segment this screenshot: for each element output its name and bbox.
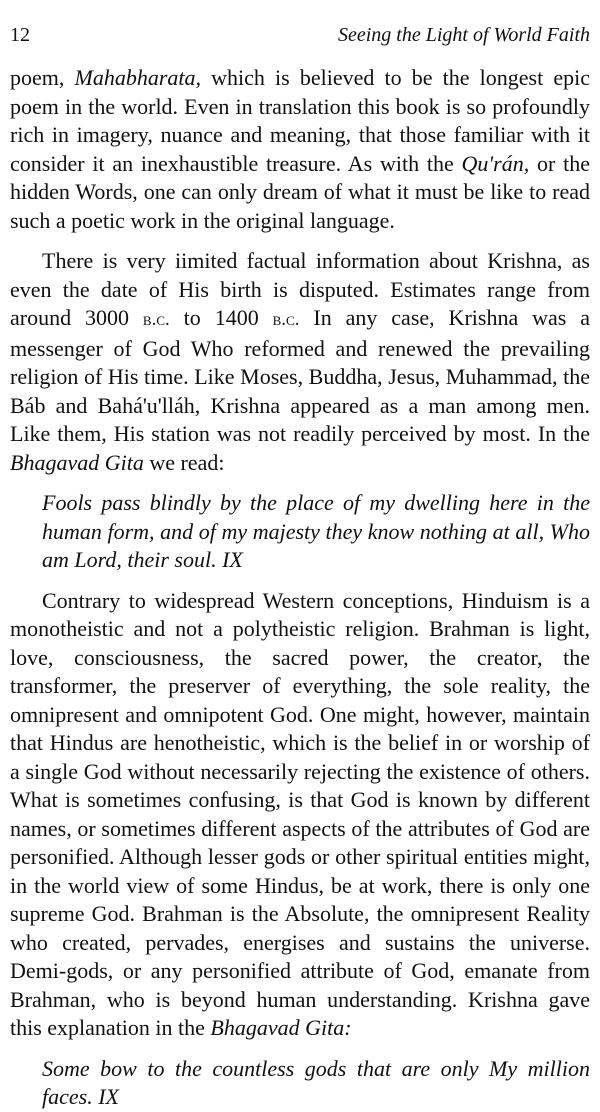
era-bc: b.c.: [272, 309, 300, 330]
running-head: [10, 22, 590, 48]
work-title-bhagavad-gita: Bhagavad Gita:: [210, 1015, 352, 1040]
work-title-mahabharata: Mahabharata,: [74, 65, 202, 90]
era-bc: b.c.: [142, 309, 170, 330]
page-number: 12: [10, 24, 30, 46]
paragraph-2: There is very iimited factual information about Krishna, as even the date of His birth is disputed. Estimates range from around 3000 b.c. to 1400 b.c. In any case, Krishna was a messenger of God Who reformed and renewed the prevailing religion of His time. Like Moses, Buddha, Jesus, Muhammad, the Báb and Bahá'u'lláh, Krishna appeared as a man among men. Like them, His station was not readily perceived by most. In the Bhagavad Gita we read:: [10, 248, 591, 475]
paragraph-3: Contrary to widespread Western conceptions, Hinduism is a monotheistic and not a polytheistic religion. Brahman is light, love, consciousness, the sacred power, the creator, the transformer, the preserver of everything, the sole reality, the omnipresent and omnipotent God. One might, however, maintain that Hindus are henotheistic, which is the belief in or worship of a single God without necessarily rejecting the existence of others. What is sometimes confusing, is that God is known by different names, or sometimes different aspects of the attributes of God are personified. Although lesser gods or other spiritual entities might, in the world view of some Hindus, be at work, there is only one supreme God. Brahman is the Absolute, the omnipresent Reality who created, pervades, energises and sustains the universe. Demi-gods, or any personified attribute of God, emanate from Brahman, who is beyond human understanding. Krishna gave this explanation in the Bhagavad Gita:: [10, 587, 590, 1040]
running-title: Seeing the Light of World Faith: [337, 24, 590, 46]
body-text: [10, 64, 590, 1112]
work-title-quran: Qu'rán,: [461, 150, 530, 176]
block-quote-2: Some bow to the countless gods that are only My million faces. IX: [42, 1055, 590, 1109]
work-title-bhagavad-gita: Bhagavad Gita: [10, 449, 144, 475]
block-quote-1: Fools pass blindly by the place of my dwelling here in the human form, and of my majesty they know nothing at all, Who am Lord, their soul. IX: [42, 490, 590, 572]
paragraph-1: poem, Mahabharata, which is believed to be the longest epic poem in the world. Even in translation this book is so profoundly rich in imagery, nuance and meaning, that those familiar with it consider it an inexhaustible treasure. As with the Qu'rán, or the hidden Words, one can only dream of what it must be like to read such a poetic work in the original language.: [10, 65, 590, 233]
